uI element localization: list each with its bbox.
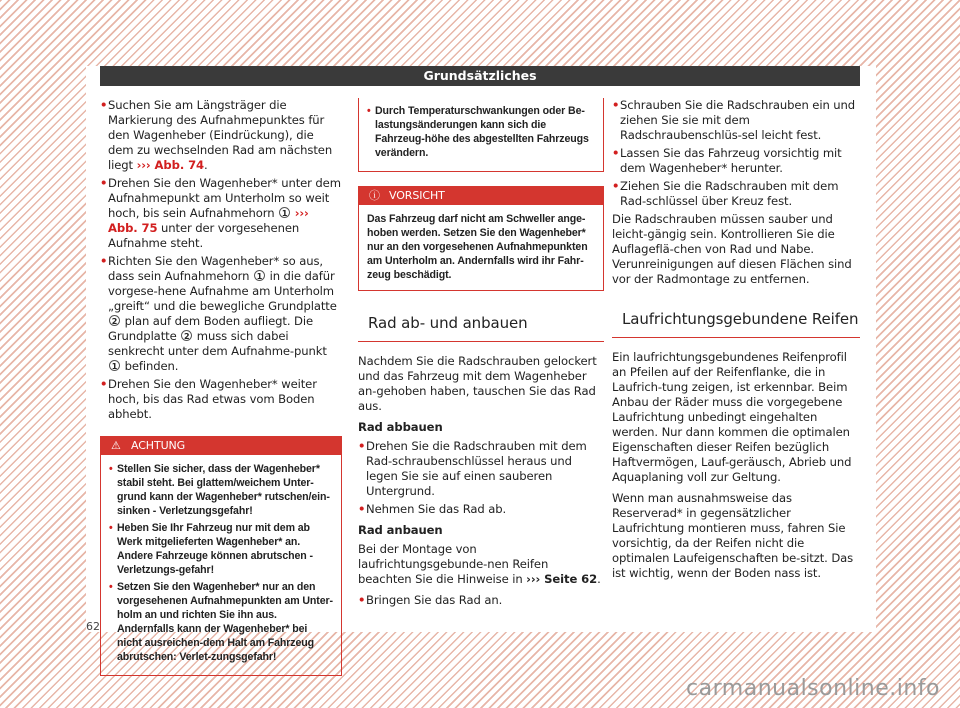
column-3 <box>612 98 860 587</box>
callout-number: 2 <box>181 330 192 341</box>
info-circle-icon: ⓘ <box>369 189 380 202</box>
caution-title: VORSICHT <box>389 189 445 202</box>
warning-item: • Durch Temperaturschwankungen oder Be-lastungsänderungen kann sich die Fahrzeug-höhe des abgestellten Fahrzeugs verändern. <box>367 105 589 159</box>
bullet-icon: • <box>612 146 620 160</box>
callout-number: 1 <box>279 207 290 218</box>
bullet-icon: • <box>367 105 371 117</box>
warning-item: • Setzen Sie den Wagenheber* nur an den vorgesehenen Aufnahmepunkten am Unter-holm an und richten Sie ihn aus. Andernfalls kann der Wagenheber* bei nicht ausreichen-dem Halt am Fahrzeug abrutschen: Verlet-zungsgefahr! <box>109 581 333 663</box>
warning-item: • Heben Sie Ihr Fahrzeug nur mit dem ab Werk mitgelieferten Wagenheber* an. Andere Fahrzeuge können abrutschen - Verletzungs-gefahr! <box>109 522 313 576</box>
subheading: Rad anbauen <box>358 523 443 537</box>
page-link[interactable]: ››› Seite 62 <box>526 572 598 586</box>
watermark: carmanualsonline.info <box>686 676 940 701</box>
warning-item: • Stellen Sie sicher, dass der Wagenheber* stabil steht. Bei glattem/weichem Unter-grund kann der Wagenheber* rutschen/ein-sinken - Verletzungsgefahr! <box>109 463 330 517</box>
page-header <box>100 66 860 86</box>
list-item: • Drehen Sie den Wagenheber* unter dem Aufnahmepunkt am Unterholm so weit hoch, bis sein Aufnahmehorn 1 ››› Abb. 75 unter der vorgesehenen Aufnahme steht. <box>100 176 341 250</box>
caution-box <box>358 186 604 291</box>
warning-body <box>101 455 341 675</box>
list-item: • Lassen Sie das Fahrzeug vorsichtig mit dem Wagenheber* herunter. <box>612 146 842 175</box>
column-2 <box>358 98 604 611</box>
list-item: • Suchen Sie am Längsträger die Markierung des Aufnahmepunktes für den Wagenheber (Eindrückung), die dem zu wechselnden Rad am nächsten liegt ››› Abb. 74. <box>100 98 333 172</box>
warning-body <box>359 98 603 171</box>
bullet-icon: • <box>612 98 620 112</box>
warning-box-continued <box>358 98 604 172</box>
bullet-icon: • <box>109 463 113 475</box>
paragraph: Wenn man ausnahmsweise das Reserverad* in gegensätzlicher Laufrichtung montieren muss, fahren Sie vorsichtig, da der Reifen nicht die optimalen Laufeigenschaften be-sitzt. Das ist wichtig, wenn der Boden nass ist. <box>612 491 854 580</box>
bullet-icon: • <box>100 98 108 112</box>
bullet-icon: • <box>109 581 113 593</box>
bullet-icon: • <box>100 377 108 391</box>
warning-header <box>101 437 341 455</box>
paragraph: Nachdem Sie die Radschrauben gelockert und das Fahrzeug mit dem Wagenheber an-gehoben haben, tauschen Sie das Rad aus. <box>358 354 597 413</box>
section-heading-reifen: Laufrichtungsgebundene Reifen <box>612 309 860 338</box>
page-number: 62 <box>86 620 100 633</box>
callout-number: 1 <box>254 270 265 281</box>
callout-number: 2 <box>109 315 120 326</box>
caution-header <box>359 187 603 205</box>
bullet-icon: • <box>612 179 620 193</box>
list-item: • Richten Sie den Wagenheber* so aus, dass sein Aufnahmehorn 1 in die dafür vorgese-hene Aufnahme am Unterholm „greift“ und die bewegliche Grundplatte 2 plan auf dem Boden aufliegt. Die Grundplatte 2 muss sich dabei senkrecht unter dem Aufnahme-punkt 1 befinden. <box>100 254 337 373</box>
column-1 <box>100 98 342 676</box>
list-item: • Nehmen Sie das Rad ab. <box>358 502 507 516</box>
paragraph: Ein laufrichtungsgebundenes Reifenprofil an Pfeilen auf der Reifenflanke, die in Laufrich-tung zeigen, ist erkennbar. Beim Anbau der Räder muss die vorgegebene Laufrichtung unbedingt eingehalten werden. Nur dann kommen die optimalen Eigenschaften dieser Reifen bezüglich Haftvermögen, Lauf-geräusch, Abrieb und Aquaplaning voll zur Geltung. <box>612 350 852 484</box>
section-heading-rad: Rad ab- und anbauen <box>358 313 604 342</box>
paragraph: Bei der Montage von laufrichtungsgebunde-nen Reifen beachten Sie die Hinweise in ››› Seite 62. <box>358 542 601 586</box>
list-item: • Ziehen Sie die Radschrauben mit dem Rad-schlüssel über Kreuz fest. <box>612 179 839 208</box>
caution-body: Das Fahrzeug darf nicht am Schweller ange-hoben werden. Setzen Sie den Wagenheber* nur an den vorgesehenen Aufnahmepunkten am Unterholm an. Andernfalls wird ihr Fahr-zeug beschädigt. <box>367 213 588 281</box>
figure-link[interactable]: ››› Abb. 75 <box>108 206 309 235</box>
bullet-icon: • <box>100 176 108 190</box>
bullet-icon: • <box>358 502 366 516</box>
warning-box <box>100 436 342 676</box>
warning-title: ACHTUNG <box>131 439 186 452</box>
list-item: • Schrauben Sie die Radschrauben ein und ziehen Sie sie mit dem Radschraubenschlüs-sel leicht fest. <box>612 98 856 142</box>
bullet-icon: • <box>358 593 366 607</box>
bullet-icon: • <box>358 439 366 453</box>
figure-link[interactable]: ››› Abb. 74 <box>136 158 205 172</box>
bullet-icon: • <box>109 522 113 534</box>
list-item: • Drehen Sie den Wagenheber* weiter hoch, bis das Rad etwas vom Boden abhebt. <box>100 377 317 421</box>
paragraph: Die Radschrauben müssen sauber und leicht-gängig sein. Kontrollieren Sie die Auflageflä-chen von Rad und Nabe. Verunreinigungen auf diesen Flächen sind vor der Radmontage zu entfernen. <box>612 212 852 286</box>
list-item: • Drehen Sie die Radschrauben mit dem Rad-schraubenschlüssel heraus und legen Sie sie auf einen sauberen Untergrund. <box>358 439 587 498</box>
subheading: Rad abbauen <box>358 420 443 434</box>
bullet-icon: • <box>100 254 108 268</box>
page-header-title: Grundsätzliches <box>423 68 537 83</box>
callout-number: 1 <box>109 360 120 371</box>
list-item: • Bringen Sie das Rad an. <box>358 593 503 607</box>
warning-triangle-icon: ⚠ <box>111 439 121 452</box>
